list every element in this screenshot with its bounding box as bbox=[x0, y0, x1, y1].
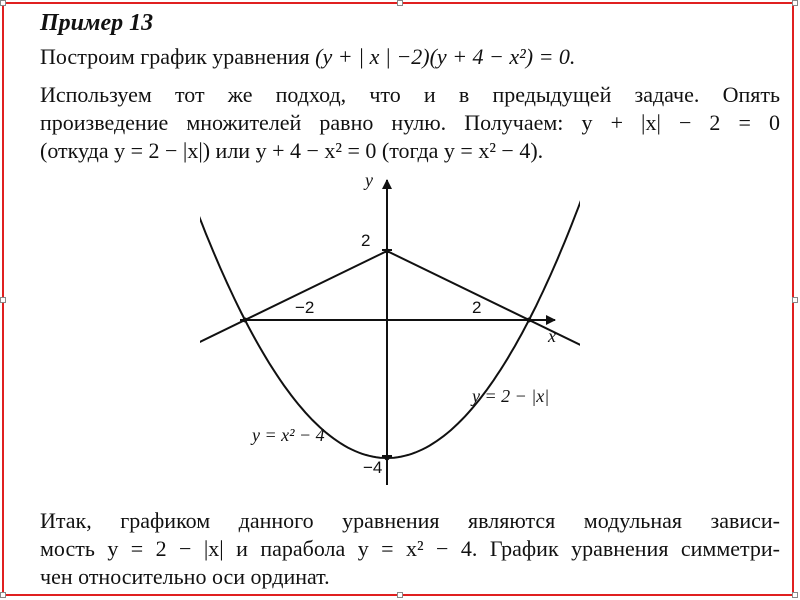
paragraph2-line1: Итак, графиком данного уравнения являются модульная зависи- bbox=[40, 508, 780, 533]
label-abs-function: y = 2 − |x| bbox=[472, 386, 550, 406]
abs-function-line bbox=[200, 251, 580, 399]
intersection-point-2 bbox=[385, 249, 390, 254]
label-parabola: y = x² − 4 bbox=[252, 425, 325, 445]
resize-handle-bottom-left[interactable] bbox=[0, 592, 6, 598]
resize-handle-top-right[interactable] bbox=[792, 0, 798, 6]
intersection-point-3 bbox=[385, 456, 390, 461]
example-title: Пример 13 bbox=[40, 10, 154, 36]
paragraph2-line3: чен относительно оси ординат. bbox=[40, 564, 330, 589]
resize-handle-bottom-right[interactable] bbox=[792, 592, 798, 598]
tick-label-y-minus4: −4 bbox=[363, 458, 383, 477]
intro-equation: (y + | x | −2)(y + 4 − x²) = 0. bbox=[315, 44, 576, 69]
axis-y-label: y bbox=[365, 170, 373, 190]
resize-handle-top-center[interactable] bbox=[397, 0, 403, 6]
resize-handle-middle-left[interactable] bbox=[0, 297, 6, 303]
function-graph bbox=[200, 170, 580, 490]
intro-line bbox=[40, 44, 780, 70]
paragraph2-line2: мость y = 2 − |x| и парабола y = x² − 4. График уравнения симметри- bbox=[40, 536, 780, 561]
tick-label-x-2: 2 bbox=[472, 298, 482, 317]
paragraph1-line1: Используем тот же подход, что и в предыдущей задаче. Опять bbox=[40, 82, 780, 107]
resize-handle-middle-right[interactable] bbox=[792, 297, 798, 303]
series-layer bbox=[200, 170, 580, 460]
intro-text: Построим график уравнения bbox=[40, 44, 316, 69]
tick-label-y-2: 2 bbox=[361, 231, 371, 250]
intersection-point-0 bbox=[243, 318, 248, 323]
tick-label-x-minus2: −2 bbox=[295, 298, 315, 317]
paragraph1-line3: (откуда y = 2 − |x|) или y + 4 − x² = 0 (тогда y = x² − 4). bbox=[40, 138, 544, 163]
intersection-point-1 bbox=[527, 318, 532, 323]
paragraph1-line2: произведение множителей равно нулю. Получаем: y + |x| − 2 = 0 bbox=[40, 110, 780, 135]
resize-handle-bottom-center[interactable] bbox=[397, 592, 403, 598]
axis-x-label: x bbox=[548, 326, 556, 346]
resize-handle-top-left[interactable] bbox=[0, 0, 6, 6]
